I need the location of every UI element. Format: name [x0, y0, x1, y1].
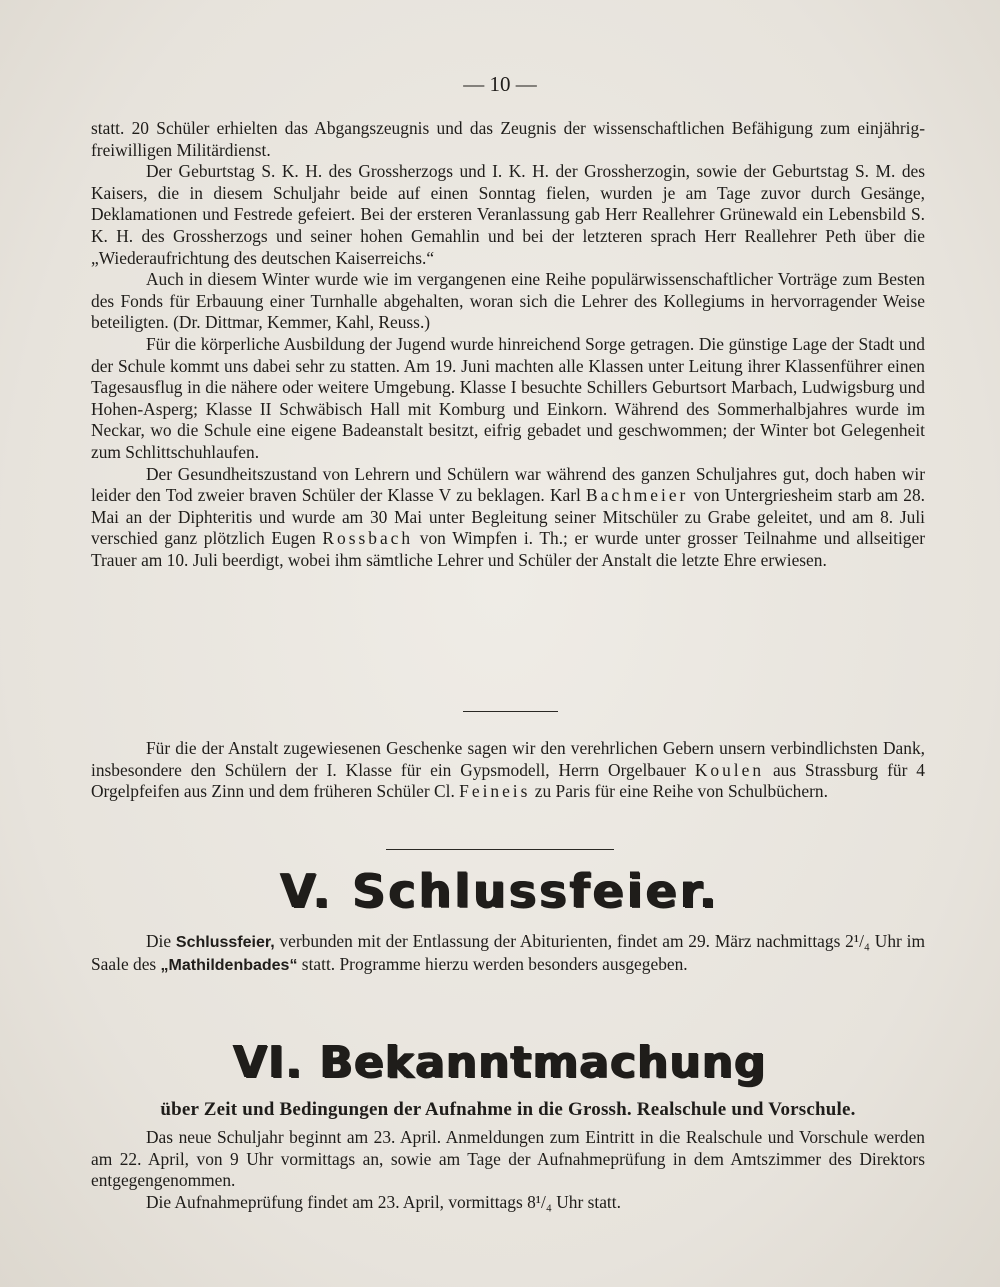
name-feineis: Feineis: [459, 781, 531, 802]
name-bachmeier: Bachmeier: [586, 485, 689, 506]
divider-long: [386, 849, 614, 850]
name-koulen: Koulen: [694, 759, 765, 780]
term-mathildenbad: „Mathildenbades“: [160, 956, 298, 974]
paragraph-graduates: statt. 20 Schüler erhielten das Abgangszeugnis und das Zeugnis der wissenschaftlichen Befähigung zum einjährig-freiwilligen Militärdienst.: [91, 118, 925, 160]
section-v-text: [91, 931, 925, 976]
page-number: — 10 —: [463, 72, 537, 96]
term-schlussfeier: Schlussfeier,: [175, 934, 275, 951]
section-v-heading: V. Schlussfeier.: [280, 864, 720, 918]
section-vi-text: [91, 1127, 925, 1213]
paragraph-exam: Die Aufnahmeprüfung findet am 23. April, vormittags 8¹/₄ Uhr statt.: [146, 1191, 621, 1212]
name-rossbach: Rossbach: [322, 528, 414, 549]
section-vi-heading: VI. Bekanntmachung: [233, 1037, 767, 1088]
paragraph-enrollment: Das neue Schuljahr beginnt am 23. April. Anmeldungen zum Eintritt in die Realschule und Vorschule werden am 22. April, von 9 Uhr vormittags an, sowie am Tage der Aufnahmeprüfung in dem Amtszimmer des Direktors entgegengenommen.: [91, 1127, 925, 1191]
paragraph-health: Der Gesundheitszustand von Lehrern und Schülern war während des ganzen Schuljahres gut, doch haben wir leider den Tod zweier braven Schüler der Klasse V zu beklagen. Karl Bachmeier von Untergriesheim starb am 28. Mai an der Diphteritis und wurde am 30 Mai unter Begleitung seiner Mitschüler zu Grabe geleitet, und am 8. Juli verschied ganz plötzlich Eugen Rossbach von Wimpfen i. Th.; er wurde unter grosser Teilnahme und allseitiger Trauer am 10. Juli beerdigt, wobei ihm sämtliche Lehrer und Schüler der Anstalt die letzte Ehre erwiesen.: [91, 463, 925, 570]
paragraph-gifts: Für die der Anstalt zugewiesenen Geschenke sagen wir den verehrlichen Gebern unsern verbindlichsten Dank, insbesondere den Schülern der I. Klasse für ein Gypsmodell, Herrn Orgelbauer Koulen aus Strassburg für 4 Orgelpfeifen aus Zinn und dem früheren Schüler Cl. Feineis zu Paris für eine Reihe von Schulbüchern.: [91, 738, 925, 802]
paragraph-physical-education: Für die körperliche Ausbildung der Jugend wurde hinreichend Sorge getragen. Die günstige Lage der Stadt und der Schule kommt uns dabei sehr zu statten. Am 19. Juni machten alle Klassen unter Leitung ihrer Klassenführer einen Tagesausflug in die nähere oder weitere Umgebung. Klasse I besuchte Schillers Geburtsort Marbach, Ludwigsburg und Hohen-Asperg; Klasse II Schwäbisch Hall mit Komburg und Einkorn. Während des Sommerhalbjahres wurde im Neckar, wo die Schule eine eigene Badeanstalt besitzt, eifrig gebadet und geschwommen; der Winter bot Gelegenheit zum Schlittschuhlaufen.: [91, 333, 925, 462]
gifts-text: [91, 738, 925, 803]
paragraph-birthdays: Der Geburtstag S. K. H. des Grossherzogs und I. K. H. der Grossherzogin, sowie der Geburtstag S. M. des Kaisers, die in diesem Schuljahr beide auf einen Sonntag fielen, wurden je am Tage zuvor durch Gesänge, Deklamationen und Festrede gefeiert. Bei der ersteren Veranlassung gab Herr Reallehrer Grünewald ein Lebensbild S. K. H. des Grossherzogs und seiner hohen Gemahlin und bei der letzteren sprach Herr Reallehrer Peth über die „Wiederaufrichtung des deutschen Kaiserreichs.“: [91, 161, 925, 268]
divider-short: [463, 711, 558, 712]
paragraph-lectures: Auch in diesem Winter wurde wie im vergangenen eine Reihe populärwissenschaftlicher Vorträge zum Besten des Fonds für Erbauung einer Turnhalle abgehalten, woran sich die Lehrer des Kollegiums in hervorragender Weise beteiligten. (Dr. Dittmar, Kemmer, Kahl, Reuss.): [91, 269, 925, 333]
section-iv-text: [91, 118, 925, 571]
section-vi-subheading: über Zeit und Bedingungen der Aufnahme in die Grossh. Realschule und Vorschule.: [160, 1099, 856, 1120]
paragraph-ceremony: Die Schlussfeier, verbunden mit der Entlassung der Abiturienten, findet am 29. März nachmittags 2¹/₄ Uhr im Saale des „Mathildenbades“ statt. Programme hierzu werden besonders ausgegeben.: [91, 931, 925, 974]
